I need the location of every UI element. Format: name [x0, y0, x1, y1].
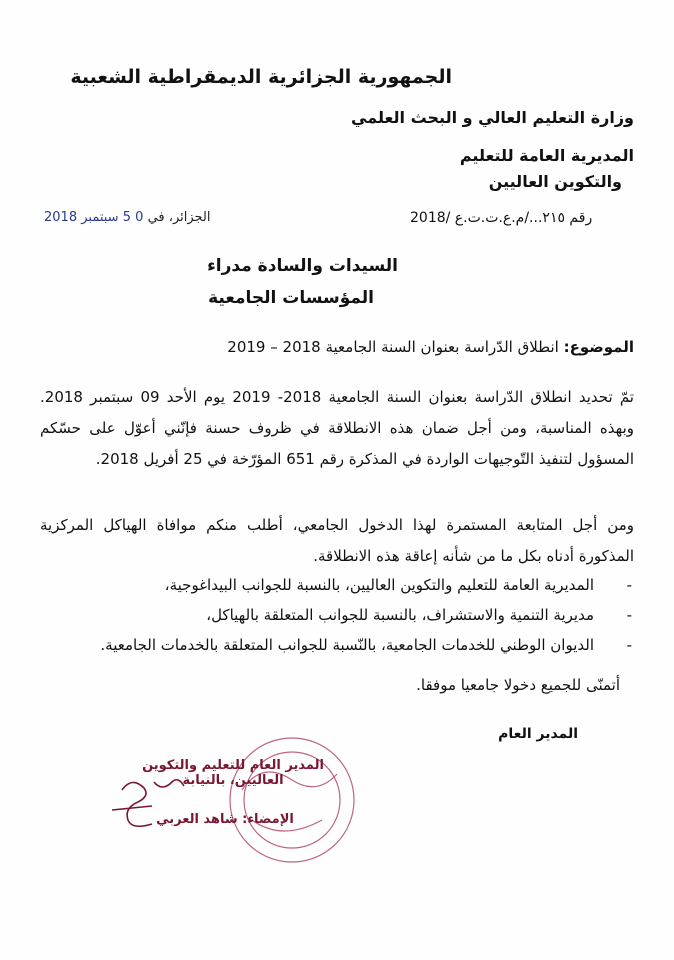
signatory-title: المدير العام: [498, 726, 578, 742]
subject-text: انطلاق الدّراسة بعنوان السنة الجامعية 2018 – 2019: [227, 338, 559, 356]
ministry-heading: وزارة التعليم العالي و البحث العلمي: [351, 108, 634, 127]
bullet-list: [40, 570, 634, 660]
body-paragraph-2: ومن أجل المتابعة المستمرة لهذا الدخول الجامعي، أطلب منكم موافاة الهياكل المركزية المذكورة أدناه بكل ما من شأنه إعاقة هذه الانطلاقة.: [40, 516, 634, 565]
date-place: الجزائر، في: [147, 210, 211, 225]
bullet-marker: -: [626, 576, 632, 594]
addressee-line-2: المؤسسات الجامعية: [208, 288, 374, 308]
republic-heading: الجمهورية الجزائرية الديمقراطية الشعبية: [70, 66, 452, 88]
directorate-line-2: والتكوين العاليين: [488, 172, 622, 191]
list-item: [40, 630, 634, 660]
addressee-line-1: السيدات والسادة مدراء: [207, 256, 398, 276]
bullet-marker: -: [626, 606, 632, 624]
body-paragraph-1: تمّ تحديد انطلاق الدّراسة بعنوان السنة الجامعية 2018- 2019 يوم الأحد 09 سبتمبر 2018. وبهذه المناسبة، ومن أجل ضمان هذه الانطلاقة في ظروف حسنة فإنّني أعوّل على حسّكم المسؤول لتنفيذ التّوجيهات الواردة في المذكرة رقم 651 المؤرّخة في 25 أفريل 2018.: [40, 388, 634, 468]
directorate-line-1: المديرية العامة للتعليم: [459, 146, 634, 165]
date-line: [44, 210, 210, 225]
list-item-text: الديوان الوطني للخدمات الجامعية، بالنّسبة للجوانب المتعلقة بالخدمات الجامعية.: [100, 636, 594, 654]
bullet-marker: -: [626, 636, 632, 654]
subject-label: الموضوع:: [563, 338, 634, 356]
signer-name: الإمضاء: شاهد العربي: [156, 812, 294, 827]
list-item-text: المديرية العامة للتعليم والتكوين العاليين، بالنسبة للجوانب البيداغوجية،: [164, 576, 594, 594]
date-stamp: 0 5 سبتمبر 2018: [44, 210, 144, 225]
closing-line: أتمنّى للجميع دخولا جامعيا موفقا.: [416, 676, 620, 694]
reference-number: رقم ٢١٥.../م.ع.ت.ت.ع /2018: [410, 210, 593, 226]
subject-line: [227, 338, 634, 356]
list-item: [40, 600, 634, 630]
stamp-text: المدير العام للتعليم والتكوين العاليين، بالنيابة: [142, 758, 324, 788]
list-item-text: مديرية التنمية والاستشراف، بالنسبة للجوانب المتعلقة بالهياكل،: [206, 606, 594, 624]
list-item: [40, 570, 634, 600]
